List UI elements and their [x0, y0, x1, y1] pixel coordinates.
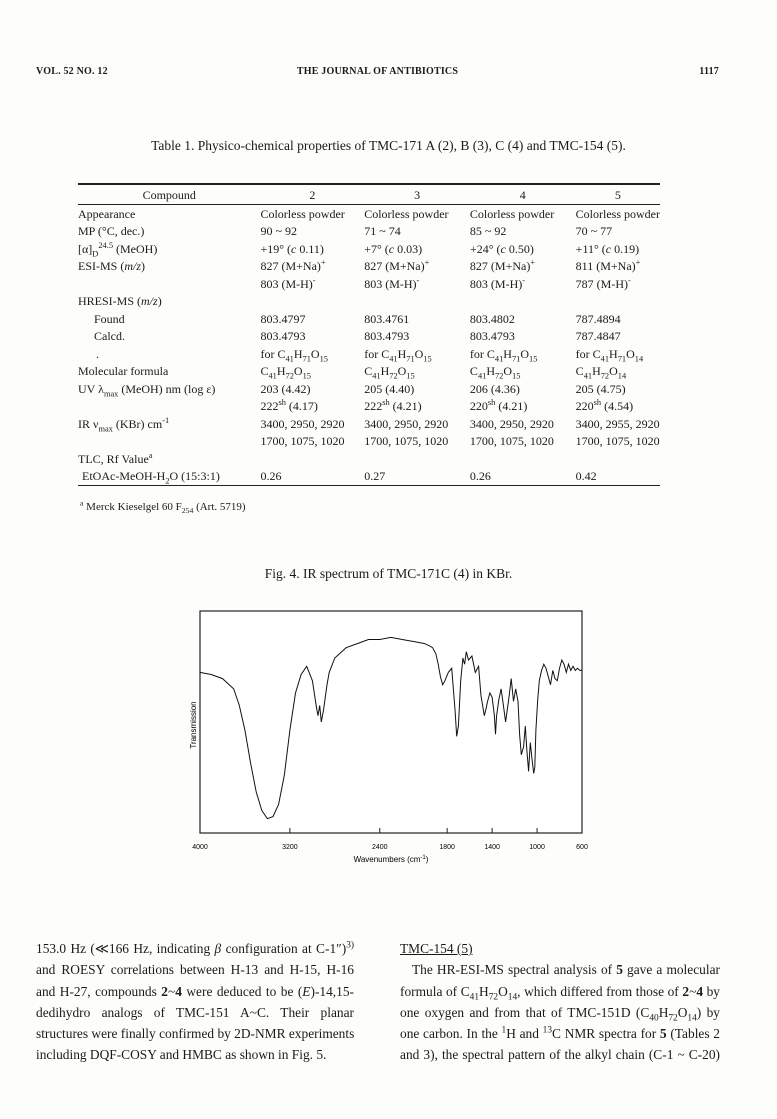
table-cell: 803 (M-H)-: [469, 275, 526, 291]
x-tick-label: 600: [576, 844, 588, 851]
volume-label: VOL. 52 NO. 12: [36, 66, 108, 77]
body-column-right: [400, 938, 720, 1066]
table-cell: $C_{41}H_{72}O_{15}$: [469, 364, 521, 381]
x-tick-label: 4000: [192, 844, 208, 851]
text-line: structures were finally confirmed by 2D-NMR experiments: [36, 1026, 355, 1042]
table-cell: Colorless powder: [469, 206, 555, 221]
table-cell: 803 (M-H)-: [260, 275, 316, 291]
table-cell: $222^{sh}$ (4.17): [260, 398, 318, 414]
table-cell: 0.42: [576, 468, 660, 486]
table-cell: 827 (M+Na)+: [469, 258, 536, 274]
table-row: [78, 450, 660, 468]
table-cell: 85 ~ 92: [469, 224, 507, 239]
table-cell: [576, 450, 660, 468]
text-line: and ROESY correlations between H-13 and H-15, H-16: [36, 962, 354, 978]
col-header-4: 4: [470, 184, 576, 205]
text-line: dedihydro analogs of TMC-151 A~C. Their planar: [36, 1004, 354, 1020]
x-tick-label: 2400: [371, 844, 388, 851]
table-cell: 3400, 2950, 2920: [364, 416, 449, 431]
table-cell: 70 ~ 77: [575, 224, 613, 239]
journal-title: THE JOURNAL OF ANTIBIOTICS: [296, 66, 459, 77]
table-cell: $C_{41}H_{72}O_{15}$: [364, 364, 415, 381]
table-cell: 803 (M-H)-: [364, 275, 420, 291]
body-column-left: [36, 938, 354, 1066]
table-cell: [470, 293, 576, 311]
section-heading: TMC-154 (5): [400, 941, 473, 956]
table-cell: 827 (M+Na)+: [364, 258, 430, 274]
row-label: ESI-MS (m/z): [78, 259, 146, 274]
col-header-3: 3: [364, 184, 470, 205]
table-cell: 1700, 1075, 1020: [469, 434, 554, 449]
col-header-2: 2: [260, 184, 364, 205]
table-row: [78, 240, 660, 258]
row-label: $[\alpha]_D^{24.5}$ (MeOH): [78, 240, 158, 259]
table-cell: 803.4793: [469, 329, 515, 344]
table-cell: 206 (4.36): [469, 381, 520, 396]
table-cell: +11° (c 0.19): [575, 241, 640, 256]
table-cell: [470, 450, 576, 468]
table-cell: 203 (4.42): [260, 381, 311, 396]
row-label: Calcd.: [94, 329, 125, 344]
text-line: The HR-ESI-MS spectral analysis of 5 gave a molecular: [412, 962, 720, 978]
col-header-5: 5: [576, 184, 660, 205]
row-label: TLC, Rf Value$^a$: [78, 450, 153, 466]
x-tick-label: 3200: [282, 844, 298, 851]
table-cell: 811 (M+Na)+: [575, 258, 641, 274]
x-tick-label: 1400: [484, 844, 500, 851]
table-cell: 3400, 2950, 2920: [260, 416, 345, 431]
table-cell: $222^{sh}$ (4.21): [364, 398, 422, 414]
table-cell: 0.27: [364, 468, 470, 486]
table-cell: 71 ~ 74: [364, 224, 401, 239]
table-cell: 0.26: [260, 468, 364, 486]
running-head: [36, 66, 719, 82]
text-line: one oxygen and from that of TMC-151D $(C_{40}H_{72}O_{14})$ by: [400, 1004, 720, 1024]
table-cell: 803.4797: [260, 311, 306, 326]
page-number: 1117: [699, 66, 719, 77]
table-cell: 803.4802: [469, 311, 515, 326]
plot-area: [200, 611, 582, 833]
ir-spectrum-chart: [186, 610, 586, 870]
table-cell: [364, 450, 470, 468]
table-cell: 3400, 2950, 2920: [469, 416, 554, 431]
row-label: EtOAc-$MeOH-H_2O$ (15:3:1): [78, 468, 260, 486]
table-row: [78, 258, 660, 276]
table-cell: 787 (M-H)-: [575, 275, 631, 291]
table-cell: $220^{sh}$ (4.21): [469, 398, 528, 414]
row-label: HRESI-MS (m/z): [78, 294, 162, 309]
x-tick-label: 1000: [529, 844, 545, 851]
table-cell: for $C_{41}H_{71}O_{15}$: [469, 346, 538, 364]
table-row: [78, 345, 660, 363]
table-cell: 205 (4.40): [364, 381, 415, 396]
table-row: [78, 415, 660, 433]
table-header-row: [78, 184, 660, 205]
table-cell: 1700, 1075, 1020: [364, 434, 449, 449]
table-cell: for $C_{41}H_{71}O_{15}$: [260, 346, 328, 364]
table-caption: Table 1. Physico-chemical properties of TMC-171 A (2), B (3), C (4) and TMC-154 (5).: [151, 138, 626, 153]
table-cell: for $C_{41}H_{71}O_{14}$: [575, 346, 644, 364]
table-cell: Colorless powder: [575, 206, 660, 221]
row-label: IR $\nu_{max}$ (KBr) $cm^{-1}$: [78, 415, 170, 434]
row-label: UV $\lambda_{max}$ (MeOH) nm (log ε): [78, 381, 216, 399]
table-row: [78, 223, 660, 241]
text-line: and 3), the spectral pattern of the alkyl chain (C-1 ~ C-20): [400, 1047, 720, 1063]
row-label: Found: [94, 311, 125, 326]
table-row: [78, 380, 660, 398]
row-label: MP (°C, dec.): [78, 224, 145, 239]
table-cell: 3400, 2955, 2920: [575, 416, 660, 431]
col-header-compound: Compound: [78, 184, 260, 205]
table-cell: +7° (c 0.03): [364, 241, 423, 256]
table-cell: $C_{41}H_{72}O_{14}$: [575, 364, 627, 381]
figure-caption: Fig. 4. IR spectrum of TMC-171C (4) in KBr.: [264, 566, 513, 581]
row-label: [78, 275, 260, 293]
row-label: Molecular formula: [78, 364, 169, 379]
table-cell: for $C_{41}H_{71}O_{15}$: [364, 346, 432, 364]
table-cell: [260, 450, 364, 468]
x-axis-label: Wavenumbers $(cm^{-1})$: [353, 855, 429, 864]
table-cell: 803.4793: [260, 329, 306, 344]
table-cell: +24° (c 0.50): [469, 241, 534, 256]
row-label: .: [96, 346, 99, 361]
row-label: Appearance: [78, 206, 136, 221]
table-row: [78, 398, 660, 416]
row-label: [78, 398, 260, 416]
table-cell: +19° (c 0.11): [260, 241, 324, 256]
table-cell: $220^{sh}$ (4.54): [575, 398, 634, 414]
table-cell: 0.26: [470, 468, 576, 486]
x-tick-label: 1800: [439, 844, 455, 851]
table-row: [78, 205, 660, 223]
table-cell: 1700, 1075, 1020: [575, 434, 660, 449]
ir-spectrum-svg: [186, 610, 586, 865]
table-cell: [364, 293, 470, 311]
table-cell: 803.4761: [364, 311, 410, 326]
table-cell: [260, 293, 364, 311]
text-line: 153.0 Hz (≪166 Hz, indicating β configuration at C-1″)$^{3)}$: [36, 940, 354, 956]
table-cell: 803.4793: [364, 329, 410, 344]
table-cell: [576, 293, 660, 311]
table-row: [78, 310, 660, 328]
text-line: including DQF-COSY and HMBC as shown in Fig. 5.: [36, 1047, 327, 1063]
row-label: [78, 433, 260, 451]
table-cell: 787.4894: [575, 311, 621, 326]
text-line: and H-27, compounds 2~4 were deduced to be (E)-14,15-: [36, 983, 354, 999]
table-cell: Colorless powder: [364, 206, 449, 221]
table-row: [78, 468, 660, 486]
table-cell: $C_{41}H_{72}O_{15}$: [260, 364, 311, 381]
table-body: [78, 205, 660, 486]
table-row: [78, 293, 660, 311]
table-footnote: $^a$ Merck Kieselgel 60 $F_{254}$ (Art. 5719): [80, 498, 246, 516]
table-cell: Colorless powder: [260, 206, 345, 221]
table-row: [78, 363, 660, 381]
y-axis-label: Transmission: [189, 701, 198, 749]
properties-table: [78, 183, 660, 486]
table-cell: 1700, 1075, 1020: [260, 434, 345, 449]
table-cell: 787.4847: [575, 329, 621, 344]
text-line: one carbon. In the $^1$H and $^{13}$C NMR spectra for 5 (Tables 2: [400, 1025, 720, 1042]
table-row: [78, 275, 660, 293]
table-cell: 205 (4.75): [575, 381, 626, 396]
table-row: [78, 328, 660, 346]
table-row: [78, 433, 660, 451]
table-cell: 827 (M+Na)+: [260, 258, 326, 274]
table-cell: 90 ~ 92: [260, 224, 297, 239]
text-line: formula of $C_{41}H_{72}O_{14}$, which differed from those of 2~4 by: [400, 983, 720, 1003]
